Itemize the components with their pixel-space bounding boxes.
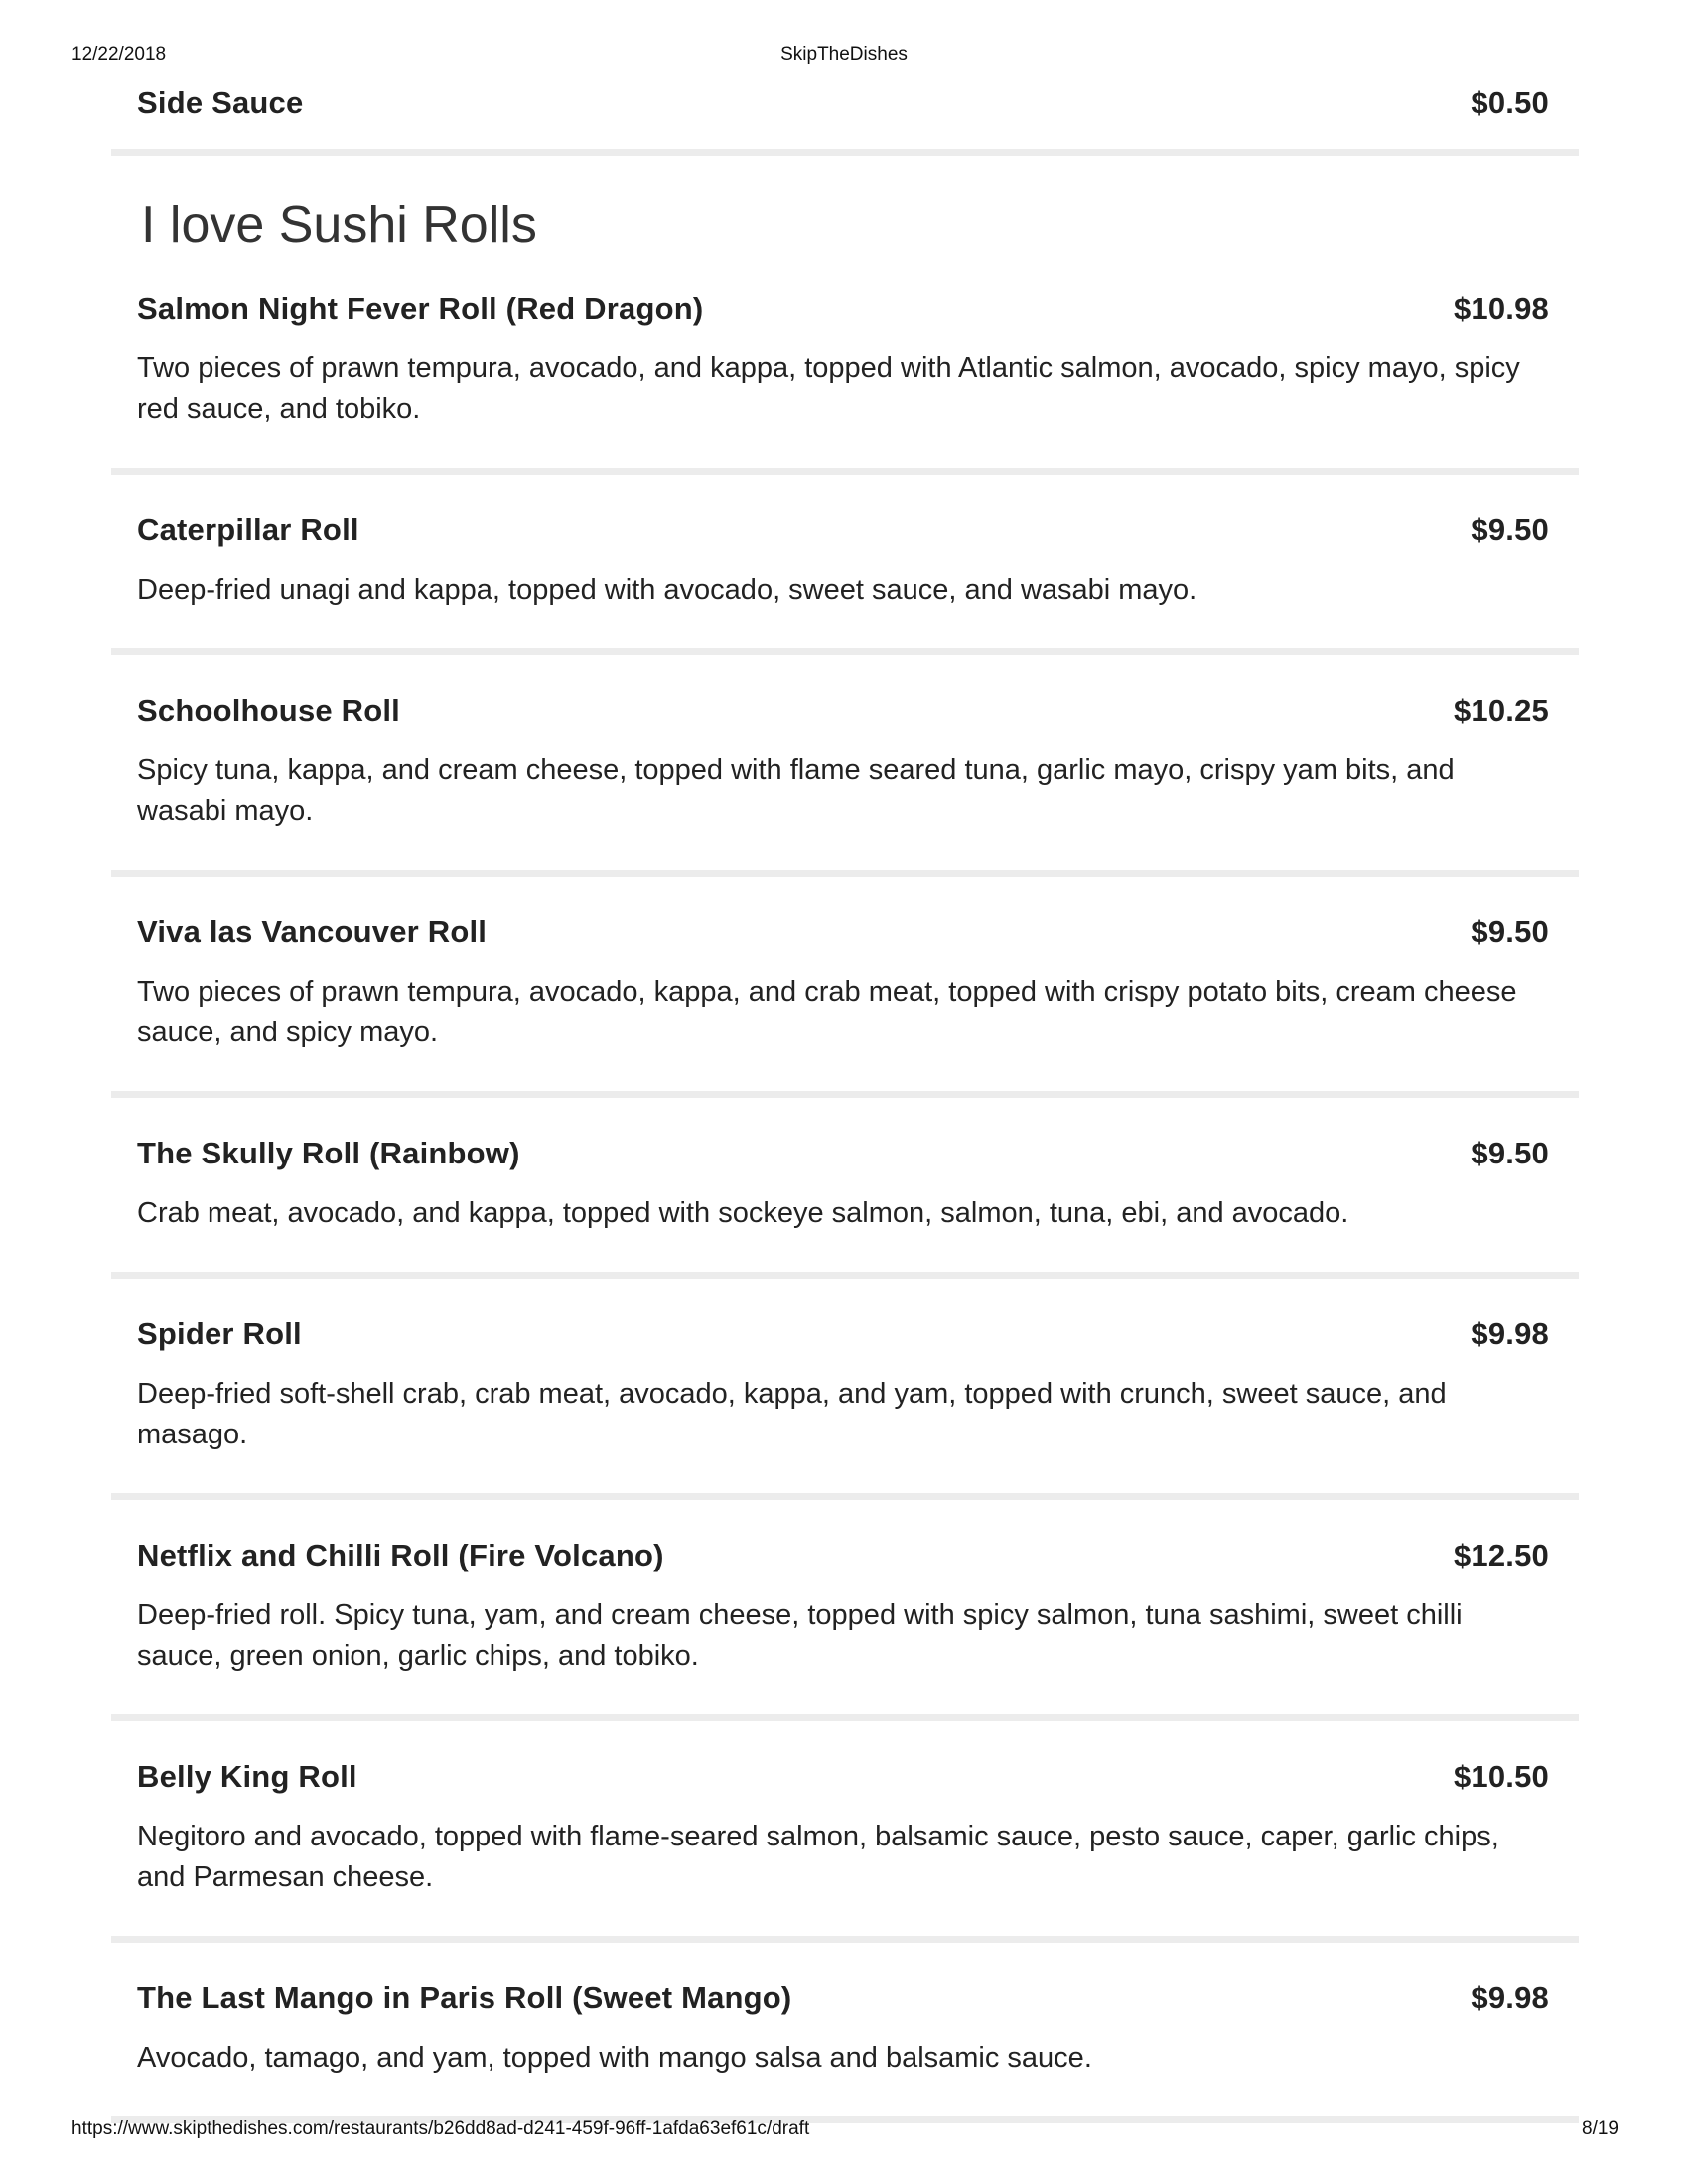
item-price: $9.50 xyxy=(1471,512,1549,547)
item-name: Caterpillar Roll xyxy=(137,512,359,547)
item-header xyxy=(111,1316,1579,1352)
item-description: Crab meat, avocado, and kappa, topped with sockeye salmon, salmon, tuna, ebi, and avocado. xyxy=(137,1197,1349,1229)
item-name: The Skully Roll (Rainbow) xyxy=(137,1136,520,1170)
menu-item[interactable] xyxy=(111,277,1579,468)
item-price: $10.25 xyxy=(1453,693,1549,728)
print-url: https://www.skipthedishes.com/restaurants/b26dd8ad-d241-459f-96ff-1afda63ef61c/draft xyxy=(71,2118,810,2139)
item-price: $12.50 xyxy=(1453,1538,1549,1572)
menu-item[interactable] xyxy=(111,1500,1579,1714)
print-site-title: SkipTheDishes xyxy=(780,44,908,65)
section-title: I love Sushi Rolls xyxy=(141,197,537,254)
print-date: 12/22/2018 xyxy=(71,44,167,65)
divider xyxy=(111,1091,1579,1098)
item-header xyxy=(111,693,1579,729)
item-price: $10.98 xyxy=(1453,291,1549,326)
menu-item[interactable] xyxy=(111,475,1579,648)
item-price: $9.50 xyxy=(1471,914,1549,949)
item-header xyxy=(111,1759,1579,1795)
item-header xyxy=(111,291,1579,327)
item-header xyxy=(111,1980,1579,2016)
item-price: $9.98 xyxy=(1471,1980,1549,2015)
item-description: Two pieces of prawn tempura, avocado, and kappa, topped with Atlantic salmon, avocado, spicy mayo, spicy red sauce, and tobiko. xyxy=(137,352,1520,425)
item-description: Spicy tuna, kappa, and cream cheese, topped with flame seared tuna, garlic mayo, crispy yam bits, and wasabi mayo. xyxy=(137,754,1455,827)
print-page-number: 8/19 xyxy=(1582,2118,1618,2139)
item-name: Viva las Vancouver Roll xyxy=(137,914,488,949)
item-description: Deep-fried roll. Spicy tuna, yam, and cream cheese, topped with spicy salmon, tuna sashimi, sweet chilli sauce, green onion, garlic chips, and tobiko. xyxy=(137,1599,1463,1672)
menu-list xyxy=(111,79,1579,2123)
divider xyxy=(111,870,1579,877)
menu-item[interactable] xyxy=(111,1943,1579,2116)
item-name: The Last Mango in Paris Roll (Sweet Mango) xyxy=(137,1980,792,2015)
item-description: Deep-fried unagi and kappa, topped with avocado, sweet sauce, and wasabi mayo. xyxy=(137,574,1197,606)
item-header xyxy=(111,1538,1579,1573)
divider xyxy=(111,468,1579,475)
item-header xyxy=(111,1136,1579,1171)
divider xyxy=(111,1714,1579,1721)
menu-item[interactable] xyxy=(111,655,1579,870)
divider xyxy=(111,1272,1579,1279)
item-header xyxy=(111,85,1579,121)
menu-item-side-sauce[interactable] xyxy=(111,79,1579,149)
menu-item[interactable] xyxy=(111,1098,1579,1272)
menu-item[interactable] xyxy=(111,1279,1579,1493)
print-header xyxy=(0,44,1688,68)
divider xyxy=(111,648,1579,655)
divider xyxy=(111,1936,1579,1943)
item-name: Spider Roll xyxy=(137,1316,302,1351)
item-header xyxy=(111,914,1579,950)
item-name: Belly King Roll xyxy=(137,1759,357,1794)
item-header xyxy=(111,512,1579,548)
divider xyxy=(111,149,1579,156)
item-name: Schoolhouse Roll xyxy=(137,693,400,728)
item-description: Deep-fried soft-shell crab, crab meat, avocado, kappa, and yam, topped with crunch, sweet sauce, and masago. xyxy=(137,1378,1447,1450)
item-price: $9.50 xyxy=(1471,1136,1549,1170)
item-price: $10.50 xyxy=(1453,1759,1549,1794)
item-description: Two pieces of prawn tempura, avocado, kappa, and crab meat, topped with crispy potato bits, cream cheese sauce, and spicy mayo. xyxy=(137,976,1517,1048)
print-footer xyxy=(0,2118,1688,2142)
menu-item[interactable] xyxy=(111,1721,1579,1936)
menu-item[interactable] xyxy=(111,877,1579,1091)
item-name: Netflix and Chilli Roll (Fire Volcano) xyxy=(137,1538,664,1572)
item-name: Side Sauce xyxy=(137,85,304,120)
item-description: Negitoro and avocado, topped with flame-seared salmon, balsamic sauce, pesto sauce, caper, garlic chips, and Parmesan cheese. xyxy=(137,1821,1499,1893)
item-description: Avocado, tamago, and yam, topped with mango salsa and balsamic sauce. xyxy=(137,2042,1092,2074)
item-price: $0.50 xyxy=(1471,85,1549,120)
item-name: Salmon Night Fever Roll (Red Dragon) xyxy=(137,291,704,326)
divider xyxy=(111,1493,1579,1500)
item-price: $9.98 xyxy=(1471,1316,1549,1351)
